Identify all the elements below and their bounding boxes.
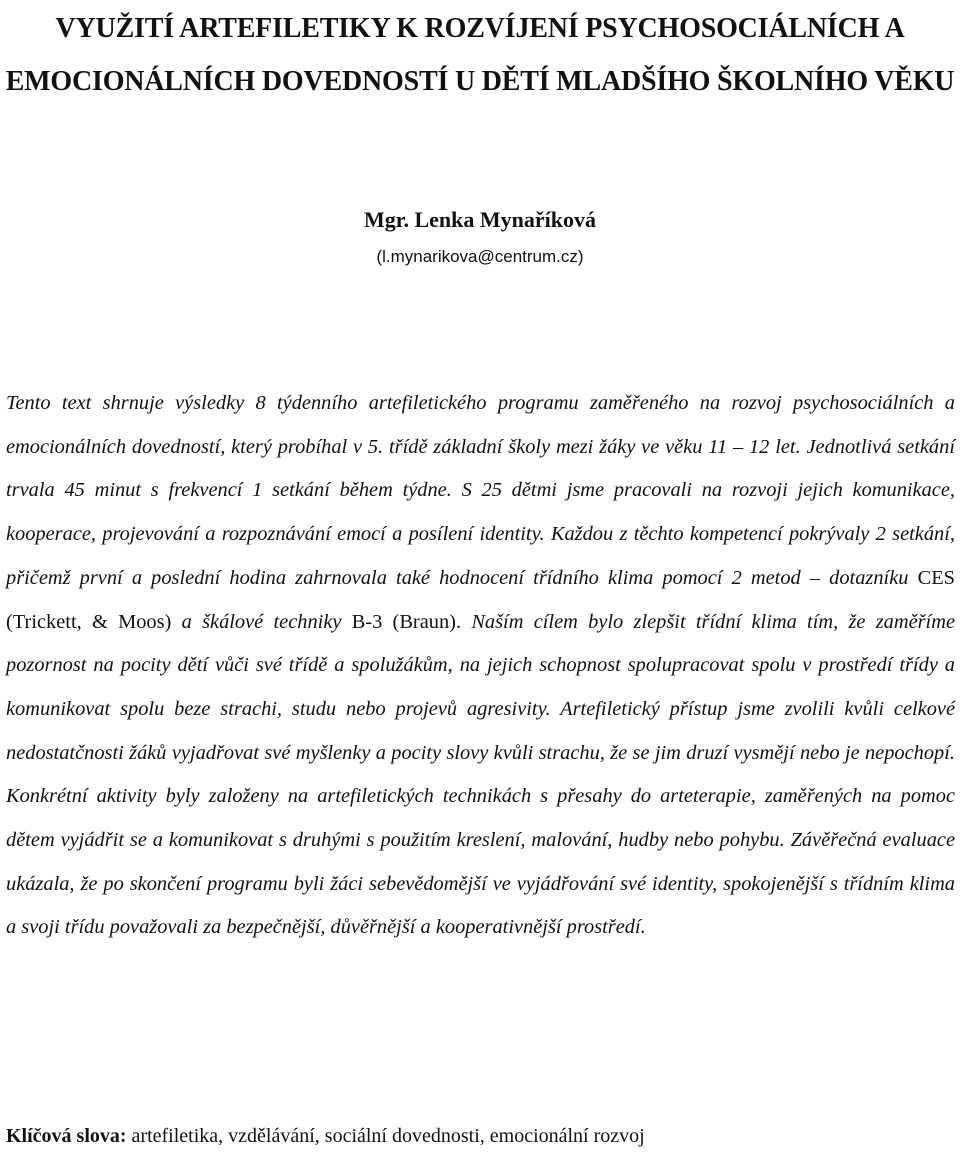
keywords-label: Klíčová slova: — [6, 1125, 127, 1147]
abstract-text-2: a škálové techniky — [171, 610, 352, 633]
keywords — [6, 1121, 955, 1151]
b3-reference: B-3 (Braun). — [351, 610, 462, 633]
paper-title: VYUŽITÍ ARTEFILETIKY K ROZVÍJENÍ PSYCHOSOCIÁLNÍCH A EMOCIONÁLNÍCH DOVEDNOSTÍ U DĚTÍ MLADŠÍHO ŠKOLNÍHO VĚKU — [5, 13, 955, 97]
author-name: Mgr. Lenka Mynaříková — [363, 207, 597, 232]
abstract-text-3: Naším cílem bylo zlepšit třídní klima tím, že zaměříme pozornost na pocity dětí vůči své třídě a spolužákům, na jejich schopnost spolupracovat spolu v prostředí třídy a komunikovat spolu beze strachi, studu nebo projevů agresivity. Artefiletický přístup jsme zvolili kvůli celkové nedostatčnosti žáků vyjadřovat své myšlenky a pocity slovy kvůli strachu, že se jim druzí vysmějí nebo je nepochopí. Konkrétní aktivity byly založeny na artefiletických technikách s přesahy do arteterapie, zaměřených na pomoc dětem vyjádřit se a komunikovat s druhými s použitím kreslení, malování, hudby nebo pohybu. Závěřečná evaluace ukázala, že po skončení programu byli žáci sebevědomější ve vyjádřování své identity, spokojenější s třídním klima a svoji třídu považovali za bezpečnější, důvěřnější a kooperativnější prostředí. — [6, 610, 956, 939]
ces-reference: CES (Trickett, & Moos) — [6, 566, 955, 633]
author-email: (l.mynarikova@centrum.cz) — [376, 247, 584, 266]
abstract — [6, 382, 955, 950]
keywords-list: artefiletika, vzdělávání, sociální dovednosti, emocionální rozvoj — [126, 1125, 645, 1147]
abstract-text-1: Tento text shrnuje výsledky 8 týdenního artefiletického programu zaměřeného na rozvoj psychosociálních a emocionálních dovedností, který probíhal v 5. třídě základní školy mezi žáky ve věku 11 – 12 let. Jednotlivá setkání trvala 45 minut s frekvencí 1 setkání během týdne. S 25 dětmi jsme pracovali na rozvoji jejich komunikace, kooperace, projevování a rozpoznávání emocí a posílení identity. Každou z těchto kompetencí pokrývaly 2 setkání, přičemž první a poslední hodina zahrnovala také hodnocení třídního klima pomocí 2 metod – dotazníku — [6, 392, 955, 589]
